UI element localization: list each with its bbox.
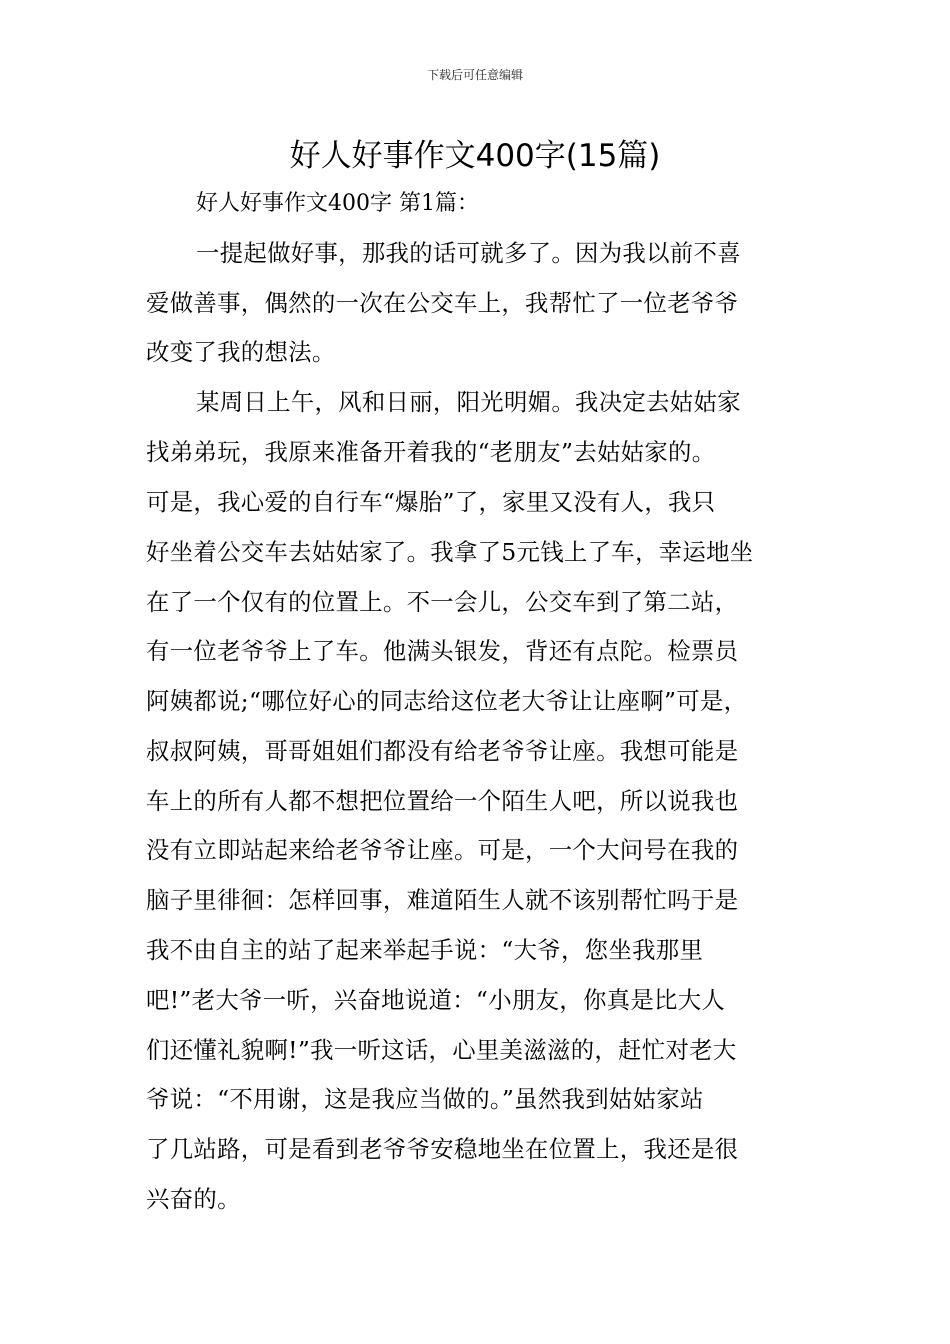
paragraph-line: 找弟弟玩，我原来准备开着我的“老朋友”去姑姑家的。	[146, 438, 716, 466]
paragraph-line: 在了一个仅有的位置上。不一会儿，公交车到了第二站，	[146, 588, 739, 616]
paragraph-line: 脑子里徘徊：怎样回事，难道陌生人就不该别帮忙吗于是	[146, 886, 739, 914]
paragraph-line: 改变了我的想法。	[146, 338, 336, 366]
document-title: 好人好事作文400字(15篇)	[289, 138, 661, 174]
paragraph-line: 叔叔阿姨，哥哥姐姐们都没有给老爷爷让座。我想可能是	[146, 737, 739, 765]
paragraph-line: 有一位老爷爷上了车。他满头银发，背还有点陀。检票员	[146, 637, 739, 665]
paragraph-line: 车上的所有人都不想把位置给一个陌生人吧，所以说我也	[146, 787, 739, 815]
paragraph-line: 某周日上午，风和日丽，阳光明媚。我决定去姑姑家	[196, 388, 741, 416]
section-heading: 好人好事作文400字 第1篇：	[196, 191, 479, 216]
header-note: 下载后可任意编辑	[426, 68, 523, 82]
paragraph-line: 爱做善事，偶然的一次在公交车上，我帮忙了一位老爷爷	[146, 289, 739, 317]
paragraph-line: 没有立即站起来给老爷爷让座。可是，一个大问号在我的	[146, 836, 739, 864]
paragraph-line: 一提起做好事，那我的话可就多了。因为我以前不喜	[196, 239, 741, 267]
paragraph-line: 了几站路，可是看到老爷爷安稳地坐在位置上，我还是很	[146, 1135, 739, 1163]
paragraph-line: 们还懂礼貌啊!”我一听这话，心里美滋滋的，赶忙对老大	[146, 1036, 737, 1064]
paragraph-line: 兴奋的。	[146, 1185, 241, 1213]
paragraph-line: 爷说：“不用谢，这是我应当做的。”虽然我到姑姑家站	[146, 1085, 704, 1113]
paragraph-line: 我不由自主的站了起来举起手说：“大爷，您坐我那里	[146, 936, 704, 964]
paragraph-line: 可是，我心爱的自行车“爆胎”了，家里又没有人，我只	[146, 488, 716, 516]
paragraph-line: 好坐着公交车去姑姑家了。我拿了5元钱上了车，幸运地坐	[146, 538, 754, 566]
paragraph-line: 吧!”老大爷一听，兴奋地说道：“小朋友，你真是比大人	[146, 986, 726, 1014]
paragraph-line: 阿姨都说;“哪位好心的同志给这位老大爷让让座啊”可是，	[146, 687, 748, 715]
